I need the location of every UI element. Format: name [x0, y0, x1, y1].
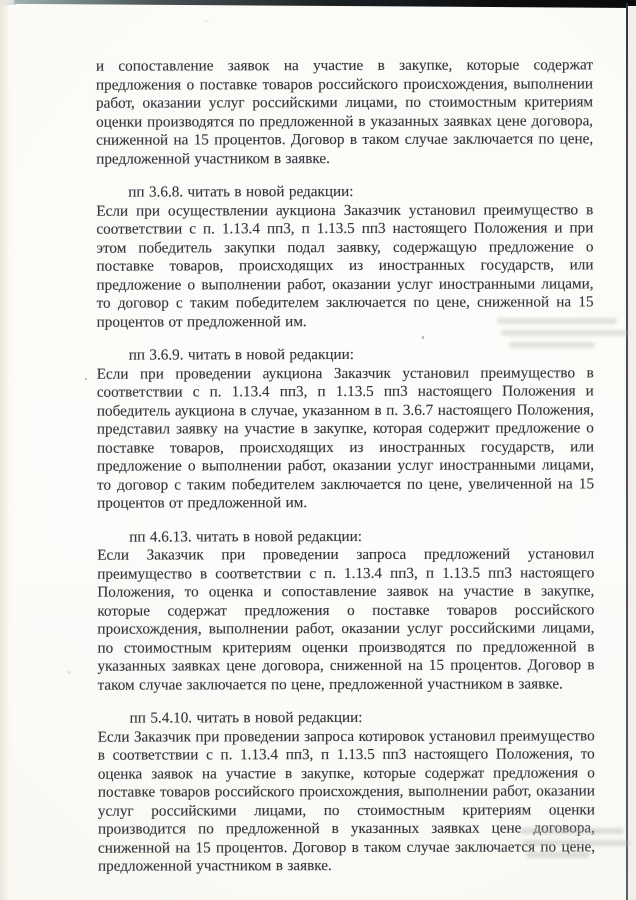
scan-speck: [422, 336, 424, 339]
section-heading-3-6-8: пп 3.6.8. читать в новой редакции:: [128, 182, 354, 201]
section-body-4-6-13: Если Заказчик при проведении запроса предложений установил преимущество в соответствии с п. 1.13.4 пп3, п 1.13.5 пп3 настоящего Положения, то оценка и сопоставление заявок на участие в закупке, которые содержат предложения о поставке товаров российского происхождения, выполнении работ, оказании услуг российскими лицами, по стоимостным критериям оценки производятся по предложенной в указанных заявках цене договора, сниженной на 15 процентов. Договор в таком случае заключается по цене, предложенной участником в заявке.: [97, 545, 595, 694]
section-heading-3-6-9: пп 3.6.9. читать в новой редакции:: [128, 345, 354, 364]
scanner-edge-artifact-top-corner: [0, 0, 16, 5]
document-text-column: [96, 56, 595, 876]
section-body-5-4-10: Если Заказчик при проведении запроса котировок установил преимущество в соответствии с п. 1.13.4 пп3, п 1.13.5 пп3 настоящего Положения, то оценка заявок на участие в закупке, которые содержат предложения о поставке товаров российского происхождения, выполнении работ, оказании услуг российскими лицами, по стоимостным критериям оценки производится по предложенной в указанных заявках цене договора, сниженной на 15 процентов. Договор в таком случае заключается по цене, предложенной участником в заявке.: [97, 726, 596, 875]
scan-speck: [205, 20, 208, 22]
scanner-edge-artifact-top: [14, 0, 636, 8]
scan-speck: [67, 671, 71, 674]
page-edge-right-artifact: [628, 6, 636, 900]
section-heading-5-4-10: пп 5.4.10. читать в новой редакции:: [129, 708, 363, 727]
scan-speck: [85, 378, 87, 380]
section-body-3-6-8: Если при осуществлении аукциона Заказчик установил преимущество в соответствии с п. 1.13.4 пп3, п 1.13.5 пп3 настоящего Положения и при этом победитель закупки подал заявку, содержащую предложение о поставке товаров, происходящих из иностранных государств, или предложение о выполнении работ, оказании услуг иностранными лицами, то договор с таким победителем заключается по цене, сниженной на 15 процентов от предложенной им.: [96, 200, 594, 331]
page-edge-left-artifact: [0, 0, 10, 900]
section-heading-4-6-13: пп 4.6.13. читать в новой редакции:: [129, 527, 363, 546]
paragraph-continuation: и сопоставление заявок на участие в закупке, которые содержат предложения о поставке товаров российского происхождения, выполнении работ, оказании услуг российскими лицами, по стоимостным критериям оценки производятся по предложенной в указанных заявках цене договора, сниженной на 15 процентов. Договор в таком случае заключается по цене, предложенной участником в заявке.: [95, 56, 594, 168]
section-body-3-6-9: Если при проведении аукциона Заказчик установил преимущество в соответствии с п. 1.13.4 пп3, п 1.13.5 пп3 настоящего Положения и победитель аукциона в случае, указанном в п. 3.6.7 настоящего Положения, представил заявку на участие в закупке, которая содержит предложение о поставке товаров, происходящих из иностранных государств, или предложение о выполнении работ, оказании услуг иностранными лицами, то договор с таким победителем заключается по цене, увеличенной на 15 процентов от предложенной им.: [96, 363, 595, 512]
